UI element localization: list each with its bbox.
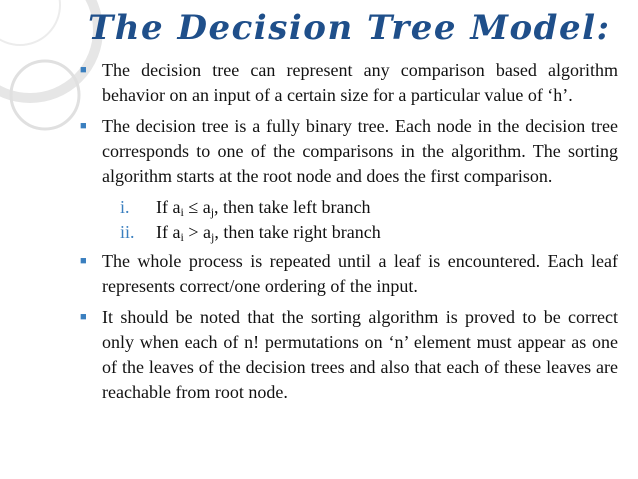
sub-item-number: ii. [120,222,135,242]
bullet-icon: ■ [80,255,87,267]
sub-list [120,195,618,245]
sub-item-text: If $a_i \le a_j$, then take left branch [156,197,371,219]
sub-item [120,220,618,245]
bullet-text: It should be noted that the sorting algorithm is proved to be correct only when each of n! permutations on ‘n’ element must appear as one of the leaves of the decision trees and also that each of these leaves are reachable from root node. [102,307,618,402]
bullet-icon: ■ [80,120,87,132]
bullet-text: The decision tree can represent any comparison based algorithm behavior on an input of a certain size for a particular value of ‘h’. [102,60,618,105]
sub-item [120,195,618,220]
bullet-item [80,114,618,189]
bullet-item [80,305,618,405]
slide-title: The Decision Tree Model: [88,8,611,48]
bullet-item [80,249,618,299]
slide-content [80,58,618,411]
sub-item-text: If $a_i > a_j$, then take right branch [156,222,381,244]
bullet-item [80,58,618,108]
bullet-text: The decision tree is a fully binary tree. Each node in the decision tree corresponds to one of the comparisons in the algorithm. The sorting algorithm starts at the root node and does the first comparison. [102,116,618,186]
bullet-text: The whole process is repeated until a leaf is encountered. Each leaf represents correct/one ordering of the input. [102,251,618,296]
bullet-icon: ■ [80,311,87,323]
bullet-icon: ■ [80,64,87,76]
sub-item-number: i. [120,197,130,217]
